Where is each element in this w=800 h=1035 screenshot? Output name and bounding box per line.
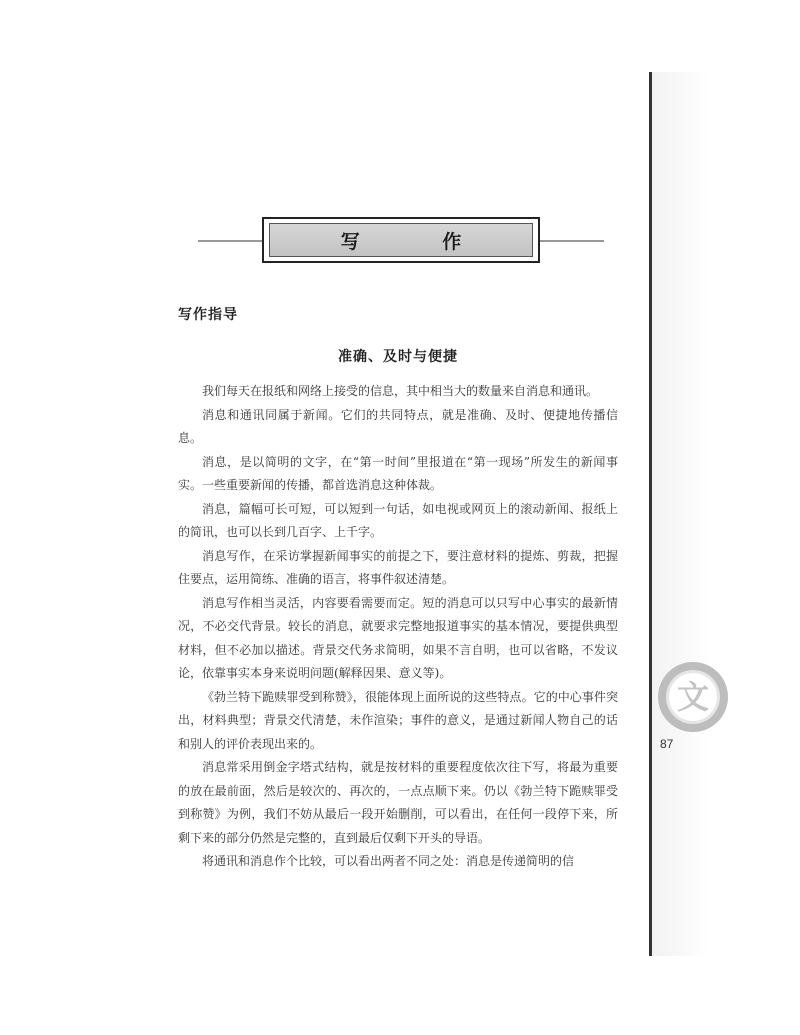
emblem-glyph: 文 (676, 678, 710, 716)
chapter-banner (262, 217, 540, 263)
banner-line-left (198, 240, 262, 242)
paragraph: 消息常采用倒金字塔式结构，就是按材料的重要程度依次往下写，将最为重要的放在最前面，然后是较次的、再次的，一点点顺下来。仍以《勃兰特下跪赎罪受到称赞》为例，我们不妨从最后一段开始删削，可以看出，在任何一段停下来，所剩下来的部分仍然是完整的，直到最后仅剩下开头的导语。 (178, 760, 618, 845)
chapter-banner-inner (269, 223, 533, 257)
chapter-title: 写 作 (340, 230, 500, 253)
paragraph: 消息，是以简明的文字，在“第一时间”里报道在“第一现场”所发生的新闻事实。一些重要新闻的传播，都首选消息这种体裁。 (178, 454, 618, 492)
paragraph: 消息和通讯同属于新闻。它们的共同特点，就是准确、及时、便捷地传播信息。 (178, 407, 618, 445)
section-label: 写作指导 (178, 307, 238, 323)
paragraph: 《勃兰特下跪赎罪受到称赞》，很能体现上面所说的这些特点。它的中心事件突出，材料典型；背景交代清楚，未作渲染；事件的意义，是通过新闻人物自己的话和别人的评价表现出来的。 (178, 689, 618, 751)
margin-shade (652, 72, 710, 956)
paragraph: 将通讯和消息作个比较，可以看出两者不同之处：消息是传递简明的信 (202, 854, 575, 868)
paragraph: 我们每天在报纸和网络上接受的信息，其中相当大的数量来自消息和通讯。 (202, 384, 599, 398)
paragraph: 消息写作，在采访掌握新闻事实的前提之下，要注意材料的提炼、剪裁，把握住要点，运用简练、准确的语言，将事件叙述清楚。 (178, 548, 618, 586)
wen-emblem-icon (656, 660, 730, 734)
article-body (178, 380, 618, 874)
article-title: 准确、及时与便捷 (338, 349, 458, 365)
margin-rule (649, 72, 652, 956)
paragraph: 消息写作相当灵活，内容要看需要而定。短的消息可以只写中心事实的最新情况，不必交代背景。较长的消息，就要求完整地报道事实的基本情况，要提供典型材料，但不必加以描述。背景交代务求简明，如果不言自明，也可以省略，不发议论，依靠事实本身来说明问题(解释因果、意义等)。 (178, 595, 618, 680)
paragraph: 消息，篇幅可长可短，可以短到一句话，如电视或网页上的滚动新闻、报纸上的简讯，也可以长到几百字、上千字。 (178, 501, 618, 539)
banner-line-right (540, 240, 604, 242)
page-number: 87 (660, 737, 674, 751)
